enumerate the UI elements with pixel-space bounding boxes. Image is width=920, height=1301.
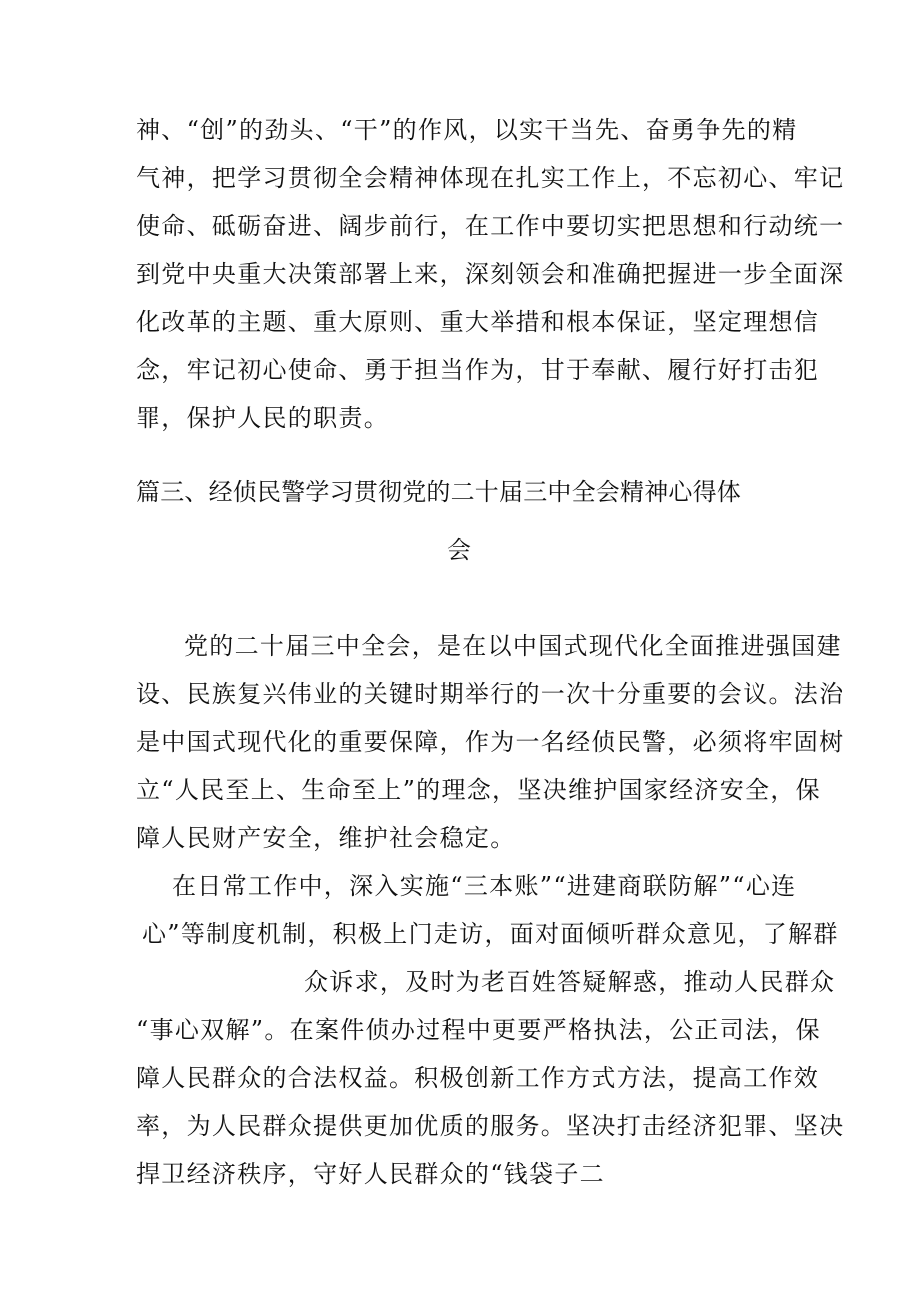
paragraph2-line-3: 众诉求，及时为老百姓答疑解惑，推动人民群众: [304, 968, 836, 996]
continuation-line-7: 罪，保护人民的职责。: [136, 404, 389, 432]
paragraph2-line-7: 捍卫经济秩序，守好人民群众的“钱袋子二: [136, 1160, 605, 1188]
paragraph1-line-2: 设、民族复兴伟业的关键时期举行的一次十分重要的会议。法治: [136, 680, 845, 708]
paragraph2-line-2: 心”等制度机制，积极上门走访，面对面倾听群众意见，了解群: [142, 920, 839, 948]
continuation-line-4: 到党中央重大决策部署上来，深刻领会和准确把握进一步全面深: [136, 260, 845, 288]
continuation-line-2: 气神，把学习贯彻全会精神体现在扎实工作上，不忘初心、牢记: [136, 164, 845, 192]
paragraph2-line-4: “事心双解”。在案件侦办过程中更要严格执法，公正司法，保: [136, 1016, 821, 1044]
continuation-line-1: 神、“创”的劲头、“干”的作风，以实干当先、奋勇争先的精: [136, 116, 798, 144]
section-heading-line-1: 篇三、经侦民警学习贯彻党的二十届三中全会精神心得体: [136, 478, 741, 506]
paragraph1-line-5: 障人民财产安全，维护社会稳定。: [136, 824, 516, 852]
continuation-line-5: 化改革的主题、重大原则、重大举措和根本保证，坚定理想信: [136, 308, 820, 336]
paragraph1-line-3: 是中国式现代化的重要保障，作为一名经侦民警，必须将牢固树: [136, 728, 845, 756]
paragraph1-line-4: 立“人民至上、生命至上”的理念，坚决维护国家经济安全，保: [136, 776, 821, 804]
paragraph1-line-1: 党的二十届三中全会，是在以中国式现代化全面推进强国建: [184, 632, 842, 660]
paragraph2-line-5: 障人民群众的合法权益。积极创新工作方式方法，提高工作效: [136, 1064, 820, 1092]
continuation-line-3: 使命、砥砺奋进、阔步前行，在工作中要切实把思想和行动统一: [136, 212, 845, 240]
paragraph2-line-1: 在日常工作中，深入实施“三本账”“进建商联防解”“心连: [172, 872, 797, 900]
paragraph2-line-6: 率，为人民群众提供更加优质的服务。坚决打击经济犯罪、坚决: [136, 1112, 845, 1140]
continuation-line-6: 念，牢记初心使命、勇于担当作为，甘于奉献、履行好打击犯: [136, 356, 820, 384]
section-heading-line-2: 会: [447, 536, 472, 564]
